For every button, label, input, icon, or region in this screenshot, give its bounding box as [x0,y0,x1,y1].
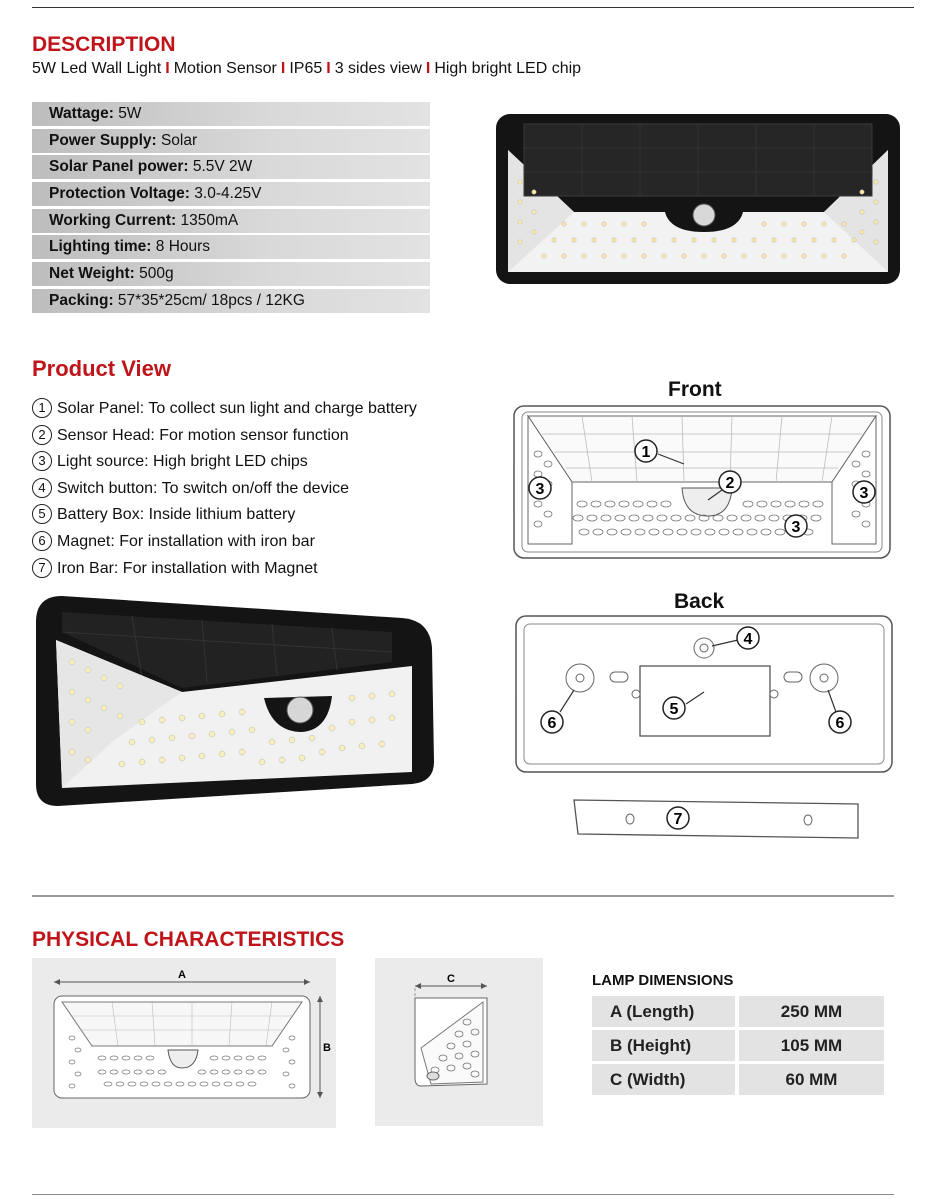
front-label: Front [668,378,722,401]
dim-label-b: B [323,1042,331,1054]
bottom-divider [32,1194,894,1195]
callout-6-left: 6 [547,715,557,732]
table-row: B (Height) 105 MM [592,1030,884,1061]
description-title: DESCRIPTION [32,33,176,56]
spec-row: Power Supply: Solar [32,129,430,153]
dim-label-c: C [447,973,455,985]
list-item: 4 Switch button: To switch on/off the device [32,476,417,503]
dimensions-table [592,996,884,1098]
list-item: 1 Solar Panel: To collect sun light and charge battery [32,396,417,423]
callout-1: 1 [641,444,651,461]
spec-row: Wattage: 5W [32,102,430,126]
spec-table [32,102,430,316]
callout-3-right: 3 [859,485,869,502]
lamp-angled-photo [32,592,436,810]
spec-row: Packing: 57*35*25cm/ 18pcs / 12KG [32,289,430,313]
callout-2: 2 [725,475,735,492]
table-row: C (Width) 60 MM [592,1064,884,1095]
spec-row: Lighting time: 8 Hours [32,235,430,259]
dim-label-a: A [178,969,186,981]
list-item: 7 Iron Bar: For installation with Magnet [32,556,417,583]
callout-3-center: 3 [791,519,801,536]
description-subtitle: 5W Led Wall Light I Motion Sensor I IP65 I 3 sides view I High bright LED chip [32,60,582,77]
front-diagram [512,404,892,560]
product-view-title: Product View [32,356,171,381]
spec-row: Protection Voltage: 3.0-4.25V [32,182,430,206]
spec-row: Working Current: 1350mA [32,209,430,233]
list-item: 5 Battery Box: Inside lithium battery [32,502,417,529]
back-diagram [514,614,894,774]
callout-7: 7 [673,811,683,828]
callout-5: 5 [669,701,679,718]
dimension-side-diagram [375,958,543,1126]
top-divider [32,7,914,8]
callout-6-right: 6 [835,715,845,732]
list-item: 6 Magnet: For installation with iron bar [32,529,417,556]
callout-3-left: 3 [535,481,545,498]
iron-bar-diagram [570,796,864,842]
spec-row: Net Weight: 500g [32,262,430,286]
table-row: A (Length) 250 MM [592,996,884,1027]
spec-row: Solar Panel power: 5.5V 2W [32,155,430,179]
product-view-list [32,396,417,582]
section-divider [32,895,894,897]
callout-4: 4 [743,631,753,648]
physical-title: PHYSICAL CHARACTERISTICS [32,928,345,951]
list-item: 2 Sensor Head: For motion sensor function [32,423,417,450]
lamp-front-photo [494,112,902,286]
back-label: Back [674,590,725,613]
dimension-front-diagram [32,958,336,1128]
lamp-dimensions-title: LAMP DIMENSIONS [592,972,734,989]
list-item: 3 Light source: High bright LED chips [32,449,417,476]
